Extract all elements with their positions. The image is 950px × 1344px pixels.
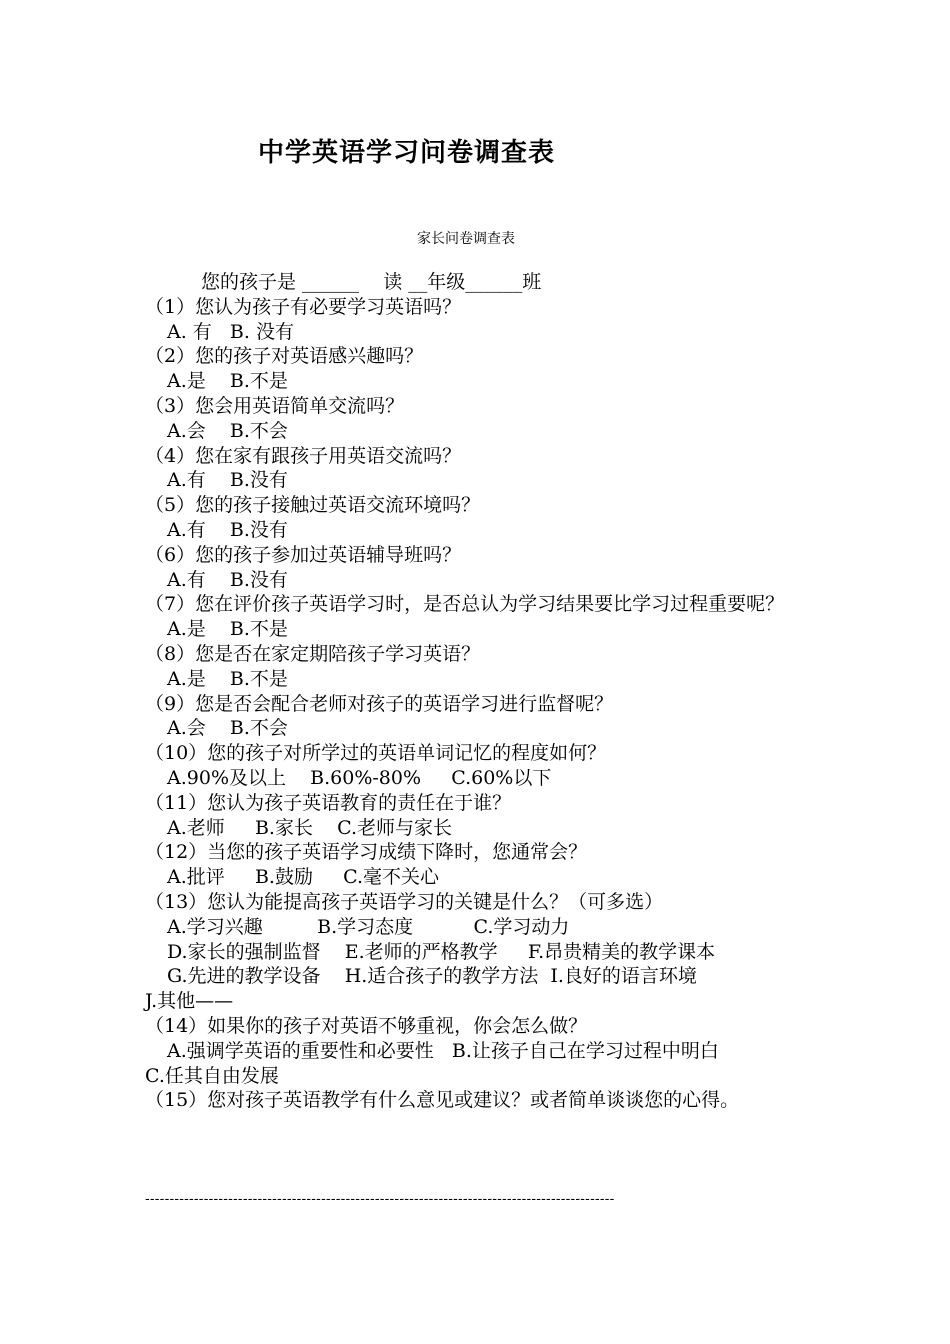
question-text: （9）您是否会配合老师对孩子的英语学习进行监督呢？ bbox=[145, 692, 614, 715]
answer-options: D.家长的强制监督 E.老师的严格教学 F.昂贵精美的教学课本 bbox=[167, 940, 716, 963]
answer-options: A.有 B.没有 bbox=[167, 469, 288, 492]
question-text: （15）您对孩子英语教学有什么意见或建议？或者简单谈谈您的心得。 bbox=[145, 1089, 740, 1112]
question-text: （8）您是否在家定期陪孩子学习英语？ bbox=[145, 642, 481, 665]
page-title: 中学英语学习问卷调查表 bbox=[258, 138, 556, 168]
answer-options: A.老师 B.家长 C.老师与家长 bbox=[167, 816, 453, 839]
questionnaire-body bbox=[145, 270, 835, 1113]
question-text: （4）您在家有跟孩子用英语交流吗？ bbox=[145, 444, 462, 467]
answer-options: A. 有 B. 没有 bbox=[167, 320, 294, 343]
answer-options: A.90%及以上 B.60%-80% C.60%以下 bbox=[167, 766, 552, 789]
answer-options: A.强调学英语的重要性和必要性 B.让孩子自己在学习过程中明白 bbox=[167, 1039, 719, 1062]
question-text: （7）您在评价孩子英语学习时，是否总认为学习结果要比学习过程重要呢？ bbox=[145, 593, 785, 616]
answer-options: A.学习兴趣 B.学习态度 C.学习动力 bbox=[167, 915, 570, 938]
page-subtitle: 家长问卷调查表 bbox=[417, 231, 515, 247]
question-text: （14）如果你的孩子对英语不够重视，你会怎么做？ bbox=[145, 1014, 588, 1037]
question-text: （10）您的孩子对所学过的英语单词记忆的程度如何？ bbox=[145, 742, 607, 765]
question-list bbox=[145, 295, 835, 1113]
answer-divider-line: ------------------------------------------------------------------------------------------------ bbox=[145, 1192, 615, 1207]
question-text: （11）您认为孩子英语教育的责任在于谁？ bbox=[145, 791, 512, 814]
answer-options: A.批评 B.鼓励 C.毫不关心 bbox=[167, 866, 440, 889]
question-text: （13）您认为能提高孩子英语学习的关键是什么？（可多选） bbox=[145, 890, 664, 913]
answer-options: G.先进的教学设备 H.适合孩子的教学方法 I.良好的语言环境 bbox=[167, 965, 697, 988]
question-text: （6）您的孩子参加过英语辅导班吗？ bbox=[145, 543, 462, 566]
answer-options: A.是 B.不是 bbox=[167, 618, 288, 641]
answer-options: A.有 B.没有 bbox=[167, 518, 288, 541]
answer-options: A.有 B.没有 bbox=[167, 568, 288, 591]
question-text: （2）您的孩子对英语感兴趣吗？ bbox=[145, 345, 424, 368]
question-text: （3）您会用英语简单交流吗？ bbox=[145, 394, 405, 417]
question-text: （1）您认为孩子有必要学习英语吗？ bbox=[145, 295, 462, 318]
answer-options: A.是 B.不是 bbox=[167, 370, 288, 393]
answer-options: A.会 B.不会 bbox=[167, 419, 288, 442]
question-text: J.其他—— bbox=[145, 990, 234, 1013]
child-info-line: 您的孩子是 ______ 读 __年级______班 bbox=[201, 271, 542, 293]
answer-options: A.会 B.不会 bbox=[167, 717, 288, 740]
question-text: C.任其自由发展 bbox=[145, 1064, 279, 1087]
answer-options: A.是 B.不是 bbox=[167, 667, 288, 690]
question-text: （5）您的孩子接触过英语交流环境吗？ bbox=[145, 494, 481, 517]
question-text: （12）当您的孩子英语学习成绩下降时，您通常会？ bbox=[145, 841, 588, 864]
